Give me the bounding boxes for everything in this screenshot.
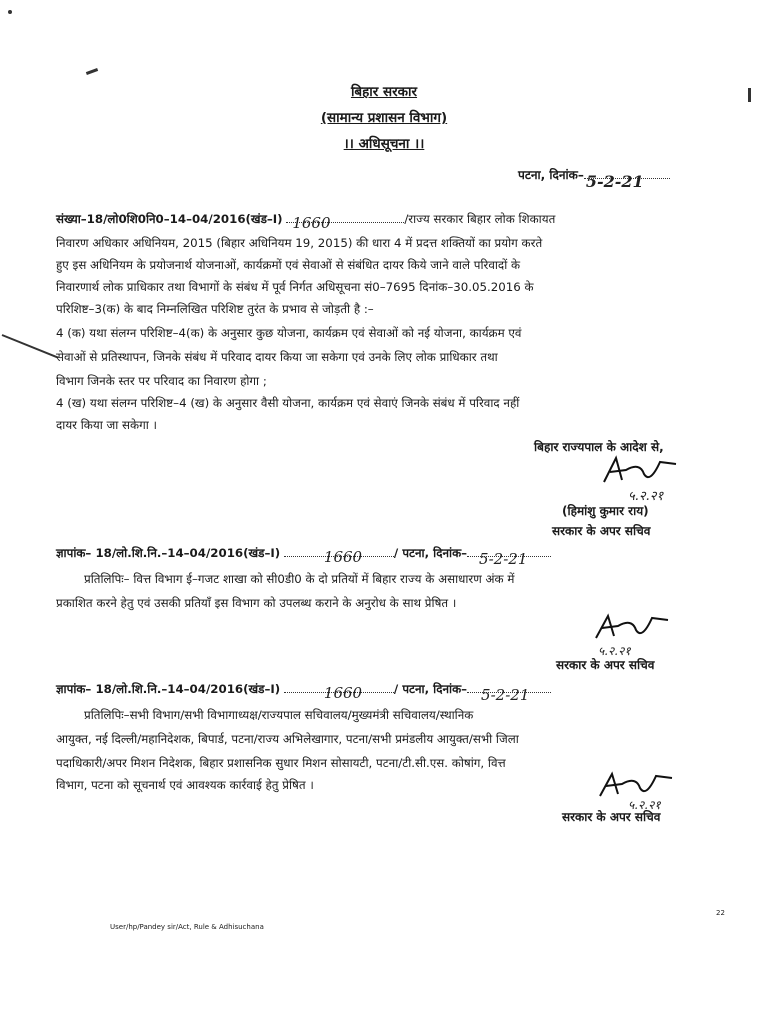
- scan-mark-pen: [86, 68, 98, 75]
- notification-line-5: 4 (क) यथा संलग्न परिशिष्ट–4(क) के अनुसार कुछ योजना, कार्यक्रम एवं सेवाओं को नई योजना, कार्यक्रम एवं: [56, 326, 522, 340]
- handwritten-notification-no: 1660: [292, 214, 331, 232]
- memo1-line-1: प्रकाशित करने हेतु एवं उसकी प्रतियाँ इस विभाग को उपलब्ध कराने के अनुरोध के साथ प्रेषित ।: [56, 596, 457, 610]
- memo1-ref-line: [56, 542, 736, 568]
- handwritten-date: 5-2-21: [585, 172, 644, 191]
- notification-line-1: निवारण अधिकार अधिनियम, 2015 (बिहार अधिनियम 19, 2015) की धारा 4 में प्रदत्त शक्तियों का प्रयोग करते: [56, 236, 543, 250]
- notification-line-0: /राज्य सरकार बिहार लोक शिकायत: [404, 212, 556, 226]
- by-order-line: बिहार राज्यपाल के आदेश से,: [534, 440, 664, 454]
- signatory-name: (हिमांशु कुमार राय): [562, 504, 649, 518]
- signature-1-date: ५.२.२१: [628, 489, 664, 504]
- memo2-ref: ज्ञापांक– 18/लो.शि.नि.–14–04/2016(खंड–I): [56, 682, 281, 696]
- margin-pen-stroke: [2, 334, 58, 358]
- memo2-designation: सरकार के अपर सचिव: [562, 810, 661, 824]
- memo2-patna-label: / पटना, दिनांक–: [393, 682, 468, 696]
- notification-line-2: हुए इस अधिनियम के प्रयोजनार्थ योजनाओं, कार्यक्रमों एवं सेवाओं से संबंधित दायर किये जाने वाले परिवादों के: [56, 258, 521, 272]
- govt-title: बिहार सरकार: [350, 84, 418, 100]
- memo1-ref: ज्ञापांक– 18/लो.शि.नि.–14–04/2016(खंड–I): [56, 546, 281, 560]
- footer-path: User/hp/Pandey sir/Act, Rule & Adhisuchana: [110, 923, 264, 931]
- notification-ref: संख्या–18/लो0शि0नि0–14–04/2016(खंड–I): [56, 212, 283, 226]
- signatory-designation: सरकार के अपर सचिव: [552, 524, 651, 538]
- memo2-line-1: आयुक्त, नई दिल्ली/महानिदेशक, बिपार्ड, पटना/राज्य अभिलेखागार, पटना/सभी प्रमंडलीय आयुक्त/सभी जिला: [56, 732, 519, 746]
- memo1-patna-label: / पटना, दिनांक–: [393, 546, 468, 560]
- date-label: पटना, दिनांक–: [518, 168, 584, 182]
- memo2-line-2: पदाधिकारी/अपर मिशन निदेशक, बिहार प्रशासनिक सुधार मिशन सोसायटी, पटना/टी.सी.एस. कोषांग, वित्त: [56, 756, 506, 770]
- notification-line-7: विभाग जिनके स्तर पर परिवाद का निवारण होगा ;: [56, 374, 267, 388]
- notification-line-9: दायर किया जा सकेगा ।: [56, 418, 158, 432]
- memo1-designation: सरकार के अपर सचिव: [556, 658, 655, 672]
- date-line: [518, 166, 718, 191]
- notification-line-4: परिशिष्ट–3(क) के बाद निम्नलिखित परिशिष्ट तुरंत के प्रभाव से जोड़ती है :–: [56, 302, 374, 316]
- notification-line-3: निवारणार्थ लोक प्राधिकार तथा विभागों के संबंध में पूर्व निर्गत अधिसूचना सं0–7695 दिनांक–30.05.2016 के: [56, 280, 534, 294]
- memo1-line-0: प्रतिलिपिः– वित्त विभाग ई–गजट शाखा को सी0डी0 के दो प्रतियों में बिहार राज्य के असाधारण अंक में: [84, 572, 515, 586]
- memo2-ref-line: [56, 678, 736, 704]
- notification-line-6: सेवाओं से प्रतिस्थापन, जिनके संबंध में परिवाद दायर किया जा सकेगा एवं उनके लिए लोक प्राधिकार तथा: [56, 350, 498, 364]
- notification-line-8: 4 (ख) यथा संलग्न परिशिष्ट–4 (ख) के अनुसार वैसी योजना, कार्यक्रम एवं सेवाएं जिनके संबंध में परिवाद नहीं: [56, 396, 520, 410]
- notification-heading: ।। अधिसूचना ।।: [343, 136, 425, 152]
- page-number: 22: [716, 909, 725, 917]
- scan-mark-top: [8, 10, 12, 14]
- department-title: (सामान्य प्रशासन विभाग): [320, 110, 448, 126]
- memo2-line-3: विभाग, पटना को सूचनार्थ एवं आवश्यक कार्रवाई हेतु प्रेषित ।: [56, 778, 314, 792]
- notification-ref-line: [56, 208, 716, 230]
- memo2-line-0: प्रतिलिपिः–सभी विभाग/सभी विभागाध्यक्ष/राज्यपाल सचिवालय/मुख्यमंत्री सचिवालय/स्थानिक: [84, 708, 474, 722]
- memo2-handwritten-date: 5-2-21: [481, 686, 530, 704]
- memo1-handwritten-no: 1660: [323, 548, 363, 566]
- memo1-handwritten-date: 5-2-21: [479, 550, 528, 568]
- signature-2-date: ५.२.२१: [598, 644, 631, 658]
- signature-3-date: ५.२.२१: [628, 798, 661, 812]
- memo2-handwritten-no: 1660: [323, 684, 363, 702]
